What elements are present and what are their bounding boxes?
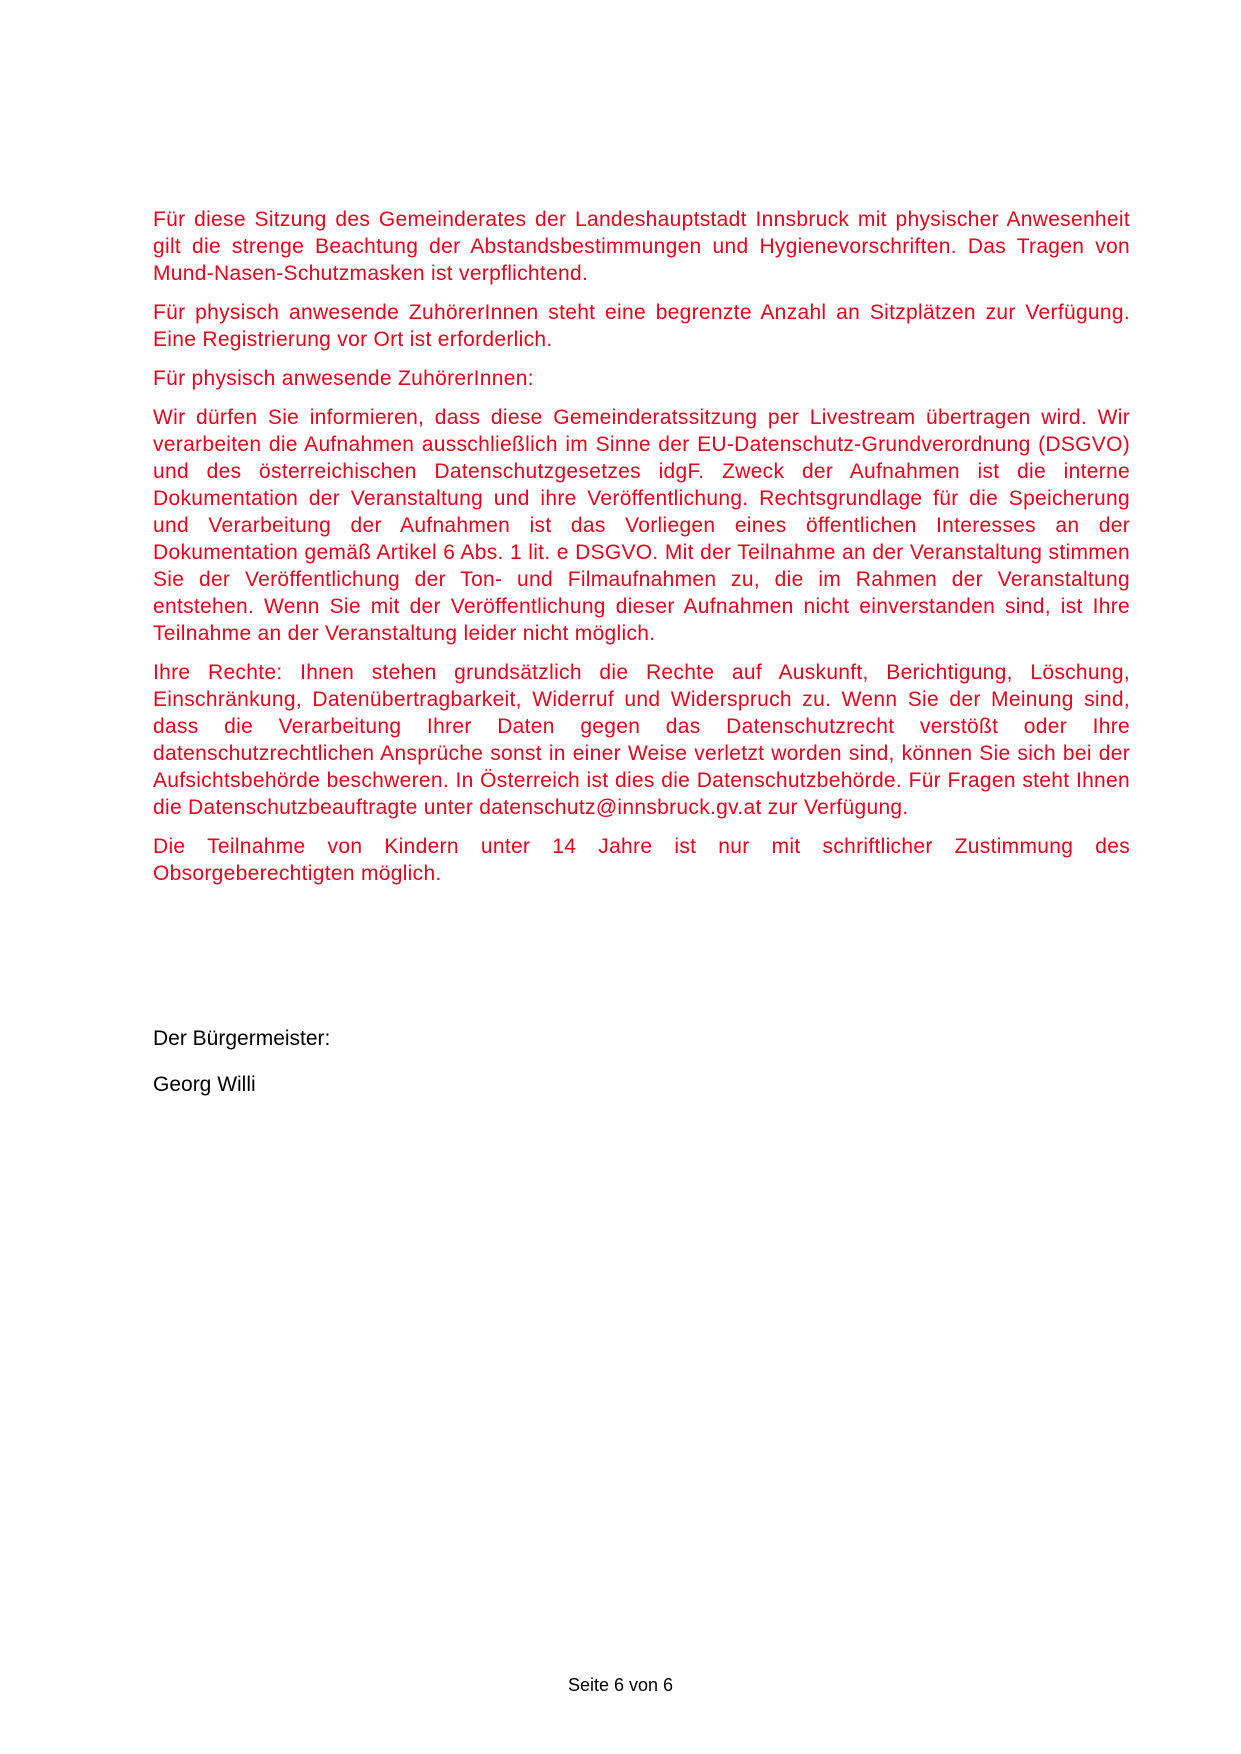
notice-paragraph-livestream: Wir dürfen Sie informieren, dass diese Gemeinderatssitzung per Livestream übertragen wird. Wir verarbeiten die Aufnahmen ausschließlich im Sinne der EU-Datenschutz-Grundverordnung (DSGVO) und des österreichischen Datenschutzgesetzes idgF. Zweck der Aufnahmen ist die interne Dokumentation der Veranstaltung und ihre Veröffentlichung. Rechtsgrundlage für die Speicherung und Verarbeitung der Aufnahmen ist das Vorliegen eines öffentlichen Interesses an der Dokumentation gemäß Artikel 6 Abs. 1 lit. e DSGVO. Mit der Teilnahme an der Veranstaltung stimmen Sie der Veröffentlichung der Ton- und Filmaufnahmen zu, die im Rahmen der Veranstaltung entstehen. Wenn Sie mit der Veröffentlichung dieser Aufnahmen nicht einverstanden sind, ist Ihre Teilnahme an der Veranstaltung leider nicht möglich. <box>153 406 1130 645</box>
notice-paragraph-hygiene: Für diese Sitzung des Gemeinderates der Landeshauptstadt Innsbruck mit physischer Anwesenheit gilt die strenge Beachtung der Abstandsbestimmungen und Hygienevorschriften. Das Tragen von Mund-Nasen-Schutzmasken ist verpflichtend. <box>153 208 1130 285</box>
notice-paragraph-seating: Für physisch anwesende ZuhörerInnen steht eine begrenzte Anzahl an Sitzplätzen zur Verfügung. Eine Registrierung vor Ort ist erforderlich. <box>153 301 1130 351</box>
signature-name: Georg Willi <box>153 1073 256 1096</box>
notice-paragraph-audience-heading: Für physisch anwesende ZuhörerInnen: <box>153 367 534 390</box>
signature-title: Der Bürgermeister: <box>153 1027 331 1050</box>
page-number: Seite 6 von 6 <box>567 1675 674 1695</box>
covid-notice <box>153 206 1130 899</box>
notice-paragraph-rights: Ihre Rechte: Ihnen stehen grundsätzlich die Rechte auf Auskunft, Berichtigung, Löschung, Einschränkung, Datenübertragbarkeit, Widerruf und Widerspruch zu. Wenn Sie der Meinung sind, dass die Verarbeitung Ihrer Daten gegen das Datenschutzrecht verstößt oder Ihre datenschutzrechtlichen Ansprüche sonst in einer Weise verletzt worden sind, können Sie sich bei der Aufsichtsbehörde beschweren. In Österreich ist dies die Datenschutzbehörde. Für Fragen steht Ihnen die Datenschutzbeauftragte unter datenschutz@innsbruck.gv.at zur Verfügung. <box>153 661 1130 819</box>
notice-paragraph-children: Die Teilnahme von Kindern unter 14 Jahre ist nur mit schriftlicher Zustimmung des Obsorgeberechtigten möglich. <box>153 835 1130 885</box>
